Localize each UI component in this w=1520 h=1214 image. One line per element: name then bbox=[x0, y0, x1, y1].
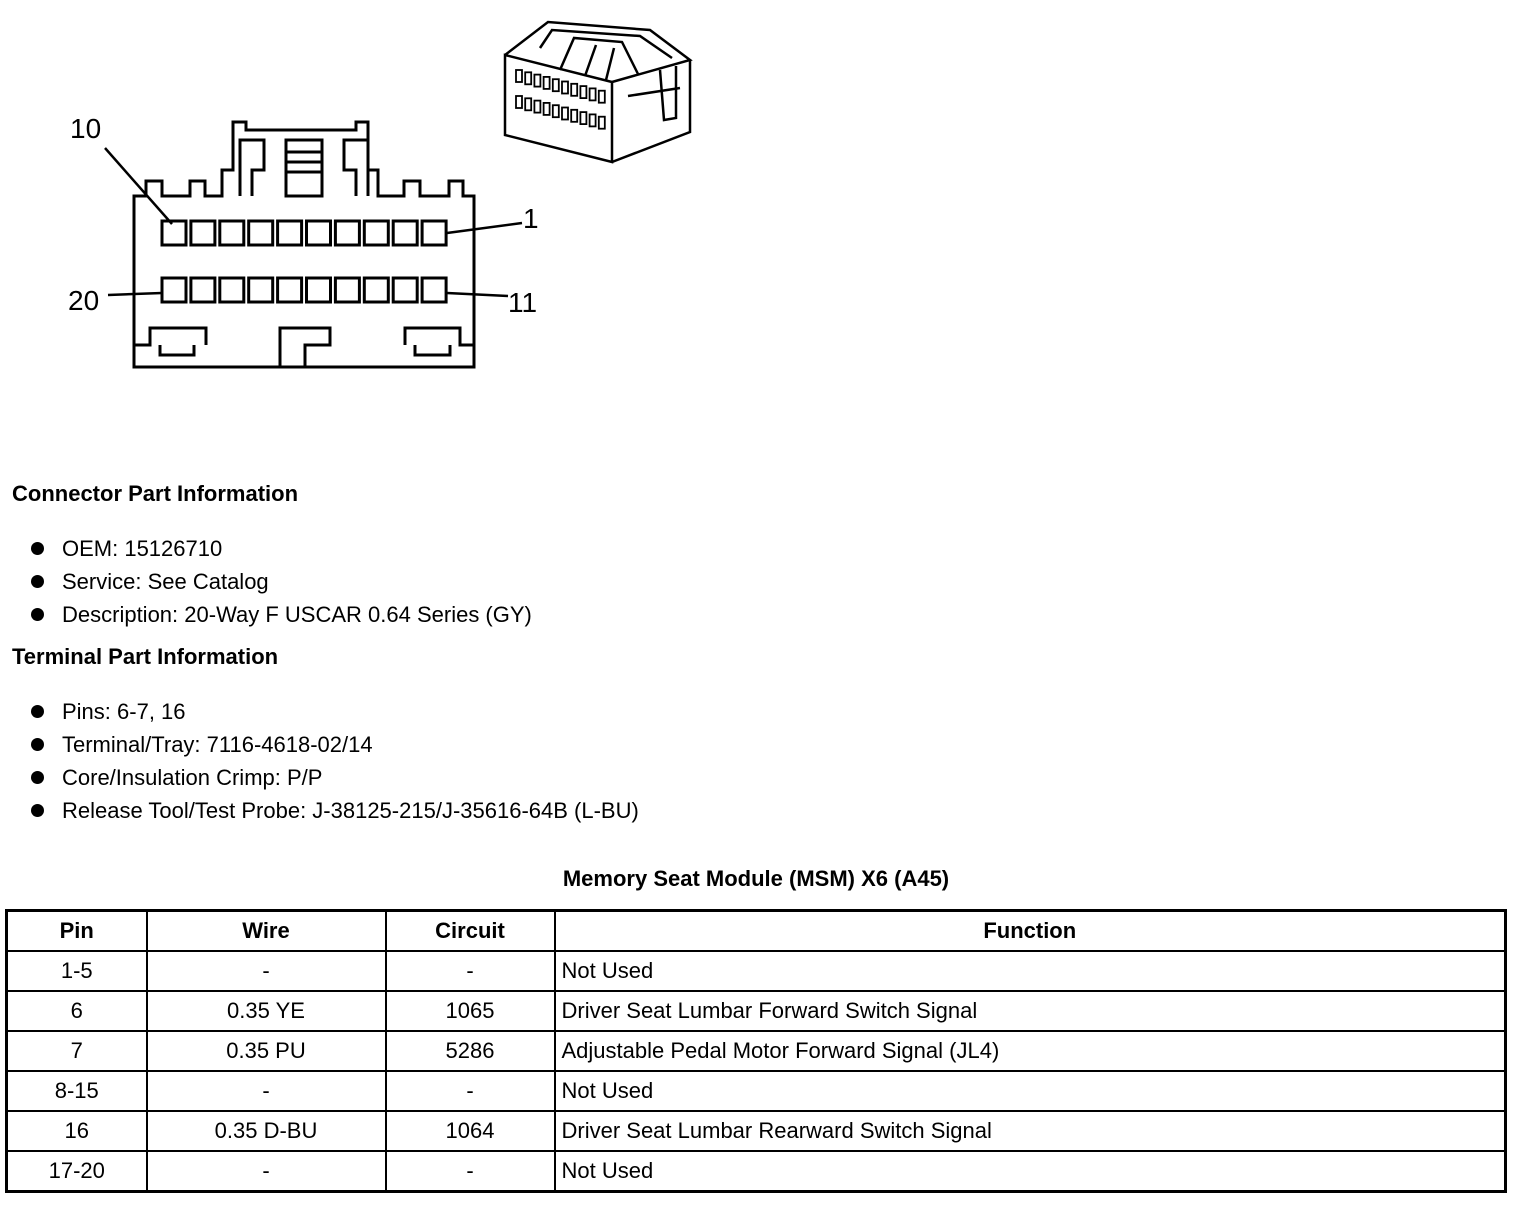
iso-pin-cavity bbox=[525, 98, 531, 110]
table-title: Memory Seat Module (MSM) X6 (A45) bbox=[562, 866, 950, 891]
bottom-key-left bbox=[134, 328, 206, 345]
cell-circuit: 5286 bbox=[386, 1031, 555, 1071]
pin-cavity bbox=[162, 221, 186, 245]
terminal-info-list bbox=[28, 695, 639, 827]
terminal-info-title: Terminal Part Information bbox=[12, 644, 279, 669]
iso-pin-cavity bbox=[516, 70, 522, 82]
pin-cavity bbox=[220, 278, 244, 302]
pin-cavity bbox=[364, 278, 388, 302]
iso-pin-cavity bbox=[562, 108, 568, 120]
leader-line-1 bbox=[447, 223, 522, 233]
iso-pin-cavity bbox=[571, 110, 577, 122]
column-header-circuit: Circuit bbox=[386, 911, 555, 952]
cell-wire: - bbox=[147, 1151, 386, 1192]
pin-label-10: 10 bbox=[70, 113, 102, 144]
cell-pin: 1-5 bbox=[7, 951, 147, 991]
cell-circuit: 1064 bbox=[386, 1111, 555, 1151]
list-item: OEM: 15126710 bbox=[28, 532, 532, 565]
table-row bbox=[7, 991, 1506, 1031]
cell-wire: 0.35 D-BU bbox=[147, 1111, 386, 1151]
cell-pin: 17-20 bbox=[7, 1151, 147, 1192]
pin-label-1: 1 bbox=[523, 203, 539, 234]
pin-cavity bbox=[393, 221, 417, 245]
pin-cavity bbox=[307, 278, 331, 302]
list-item: Description: 20-Way F USCAR 0.64 Series (GY) bbox=[28, 598, 532, 631]
column-header-pin: Pin bbox=[7, 911, 147, 952]
cell-function: Adjustable Pedal Motor Forward Signal (JL4) bbox=[555, 1031, 1506, 1071]
cell-pin: 16 bbox=[7, 1111, 147, 1151]
iso-pin-cavity bbox=[599, 91, 605, 103]
iso-pin-cavity bbox=[553, 105, 559, 117]
pin-cavity bbox=[335, 221, 359, 245]
cell-function: Not Used bbox=[555, 1071, 1506, 1111]
pin-cavity bbox=[191, 278, 215, 302]
table-row bbox=[7, 1071, 1506, 1111]
iso-pin-cavity bbox=[590, 114, 596, 126]
iso-pin-cavity bbox=[590, 88, 596, 100]
pin-cavity bbox=[191, 221, 215, 245]
cell-wire: 0.35 YE bbox=[147, 991, 386, 1031]
list-item: Service: See Catalog bbox=[28, 565, 532, 598]
table-row bbox=[7, 951, 1506, 991]
pinout-table bbox=[5, 909, 1507, 1193]
connector-isometric-view bbox=[505, 22, 690, 162]
pin-cavity bbox=[220, 221, 244, 245]
connector-info-title: Connector Part Information bbox=[12, 481, 299, 506]
table-row bbox=[7, 1151, 1506, 1192]
pin-label-11: 11 bbox=[508, 287, 538, 318]
pin-cavity bbox=[162, 278, 186, 302]
connector-diagram bbox=[0, 0, 760, 420]
iso-pin-cavity bbox=[580, 112, 586, 124]
iso-pin-cavity bbox=[534, 75, 540, 87]
iso-pin-cavity bbox=[580, 86, 586, 98]
pin-cavity bbox=[278, 278, 302, 302]
pin-cavity bbox=[364, 221, 388, 245]
list-item: Terminal/Tray: 7116-4618-02/14 bbox=[28, 728, 639, 761]
leader-line-20 bbox=[108, 293, 162, 295]
bottom-key-center bbox=[280, 328, 330, 367]
cell-function: Driver Seat Lumbar Rearward Switch Signal bbox=[555, 1111, 1506, 1151]
cell-pin: 8-15 bbox=[7, 1071, 147, 1111]
pin-cavity bbox=[335, 278, 359, 302]
column-header-wire: Wire bbox=[147, 911, 386, 952]
connector-info-list bbox=[28, 532, 532, 631]
cell-function: Not Used bbox=[555, 951, 1506, 991]
cell-wire: - bbox=[147, 951, 386, 991]
column-header-function: Function bbox=[555, 911, 1506, 952]
bottom-key-right bbox=[405, 328, 474, 345]
cell-circuit: 1065 bbox=[386, 991, 555, 1031]
iso-pin-cavity bbox=[525, 72, 531, 84]
list-item: Core/Insulation Crimp: P/P bbox=[28, 761, 639, 794]
cell-function: Driver Seat Lumbar Forward Switch Signal bbox=[555, 991, 1506, 1031]
latch-window bbox=[286, 140, 322, 196]
table-row bbox=[7, 1031, 1506, 1071]
list-item: Release Tool/Test Probe: J-38125-215/J-35616-64B (L-BU) bbox=[28, 794, 639, 827]
pin-cavity bbox=[422, 221, 446, 245]
iso-pin-cavity bbox=[534, 101, 540, 113]
iso-pin-cavity bbox=[516, 96, 522, 108]
cell-circuit: - bbox=[386, 1071, 555, 1111]
list-item: Pins: 6-7, 16 bbox=[28, 695, 639, 728]
cell-function: Not Used bbox=[555, 1151, 1506, 1192]
cell-circuit: - bbox=[386, 1151, 555, 1192]
table-header-row bbox=[7, 911, 1506, 952]
pin-label-20: 20 bbox=[68, 285, 100, 316]
cell-wire: 0.35 PU bbox=[147, 1031, 386, 1071]
iso-pin-cavity bbox=[571, 84, 577, 96]
iso-pin-cavity bbox=[599, 117, 605, 129]
cell-circuit: - bbox=[386, 951, 555, 991]
pin-cavity bbox=[249, 221, 273, 245]
iso-pin-cavity bbox=[544, 77, 550, 89]
iso-pin-cavity bbox=[544, 103, 550, 115]
pin-cavity bbox=[278, 221, 302, 245]
cell-pin: 6 bbox=[7, 991, 147, 1031]
pin-cavity bbox=[393, 278, 417, 302]
pin-cavity bbox=[249, 278, 273, 302]
iso-pin-cavity bbox=[562, 82, 568, 94]
cell-pin: 7 bbox=[7, 1031, 147, 1071]
leader-line-11 bbox=[447, 293, 508, 296]
pin-cavity bbox=[422, 278, 446, 302]
cell-wire: - bbox=[147, 1071, 386, 1111]
pin-cavity bbox=[307, 221, 331, 245]
table-row bbox=[7, 1111, 1506, 1151]
iso-pin-cavity bbox=[553, 79, 559, 91]
